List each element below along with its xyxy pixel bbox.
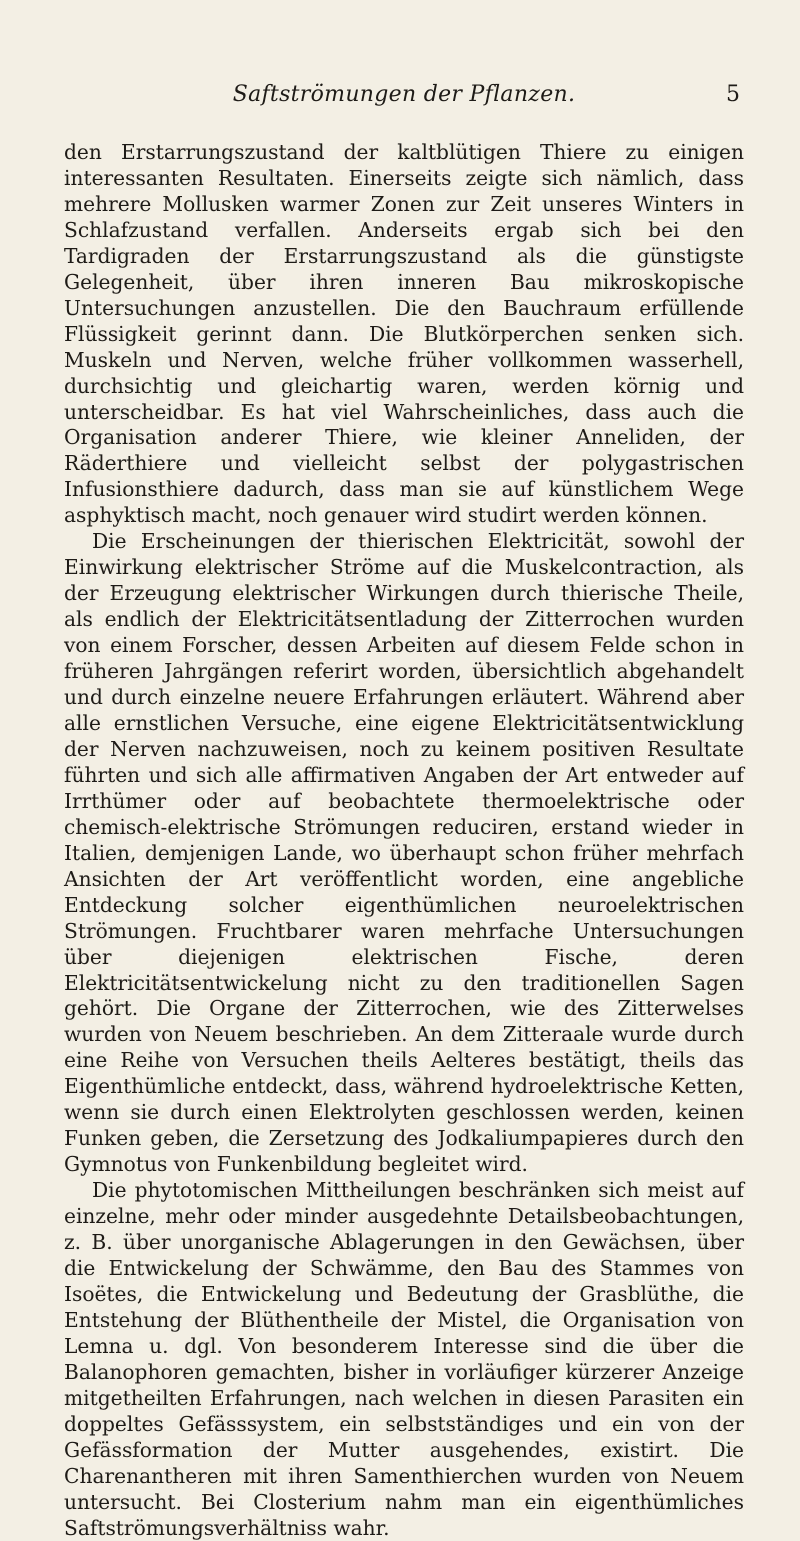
- running-title: Saftströmungen der Pflanzen.: [232, 82, 576, 107]
- page-number: 5: [726, 82, 740, 107]
- page-header: [64, 80, 744, 114]
- body-text: [64, 140, 744, 1541]
- paragraph-1: den Erstarrungszustand der kaltblütigen Thiere zu einigen interessanten Resultaten. Einerseits zeigte sich nämlich, dass mehrere Mollusken warmer Zonen zur Zeit unseres Winters in Schlafzustand verfallen. Anderseits ergab sich bei den Tardigraden der Erstarrungszustand als die günstigste Gelegenheit, über ihren inneren Bau mikroskopische Untersuchungen anzustellen. Die den Bauchraum erfüllende Flüssigkeit gerinnt dann. Die Blutkörperchen senken sich. Muskeln und Nerven, welche früher vollkommen wasserhell, durchsichtig und gleichartig waren, werden körnig und unterscheidbar. Es hat viel Wahrscheinliches, dass auch die Organisation anderer Thiere, wie kleiner Anneliden, der Räderthiere und vielleicht selbst der polygastrischen Infusionsthiere dadurch, dass man sie auf künstlichem Wege asphyktisch macht, noch genauer wird studirt werden können.: [64, 140, 744, 528]
- paragraph-2: Die Erscheinungen der thierischen Elektricität, sowohl der Einwirkung elektrischer Ströme auf die Muskelcontraction, als der Erzeugung elektrischer Wirkungen durch thierische Theile, als endlich der Elektricitätsentladung der Zitterrochen wurden von einem Forscher, dessen Arbeiten auf diesem Felde schon in früheren Jahrgängen referirt worden, übersichtlich abgehandelt und durch einzelne neuere Erfahrungen erläutert. Während aber alle ernstlichen Versuche, eine eigene Elektricitätsentwicklung der Nerven nachzuweisen, noch zu keinem positiven Resultate führten und sich alle affirmativen Angaben der Art entweder auf Irrthümer oder auf beobachtete thermoelektrische oder chemisch-elektrische Strömungen reduciren, erstand wieder in Italien, demjenigen Lande, wo überhaupt schon früher mehrfach Ansichten der Art veröffentlicht worden, eine angebliche Entdeckung solcher eigenthümlichen neuroelektrischen Strömungen. Fruchtbarer waren mehrfache Untersuchungen über diejenigen elektrischen Fische, deren Elektricitätsentwickelung nicht zu den traditionellen Sagen gehört. Die Organe der Zitterrochen, wie des Zitterwelses wurden von Neuem beschrieben. An dem Zitteraale wurde durch eine Reihe von Versuchen theils Aelteres bestätigt, theils das Eigenthümliche entdeckt, dass, während hydroelektrische Ketten, wenn sie durch einen Elektrolyten geschlossen werden, keinen Funken geben, die Zersetzung des Jodkaliumpapieres durch den Gymnotus von Funkenbildung begleitet wird.: [64, 529, 744, 1177]
- paragraph-3: Die phytotomischen Mittheilungen beschränken sich meist auf einzelne, mehr oder minder ausgedehnte Detailsbeobachtungen, z. B. über unorganische Ablagerungen in den Gewächsen, über die Entwickelung der Schwämme, den Bau des Stammes von Isoëtes, die Entwickelung und Bedeutung der Grasblüthe, die Entstehung der Blüthentheile der Mistel, die Organisation von Lemna u. dgl. Von besonderem Interesse sind die über die Balanophoren gemachten, bisher in vorläufiger kürzerer Anzeige mitgetheilten Erfahrungen, nach welchen in diesen Parasiten ein doppeltes Gefässsystem, ein selbstständiges und ein von der Gefässformation der Mutter ausgehendes, existirt. Die Charenantheren mit ihren Samenthierchen wurden von Neuem untersucht. Bei Closterium nahm man ein eigenthümliches Saftströmungsverhältniss wahr.: [64, 1178, 744, 1540]
